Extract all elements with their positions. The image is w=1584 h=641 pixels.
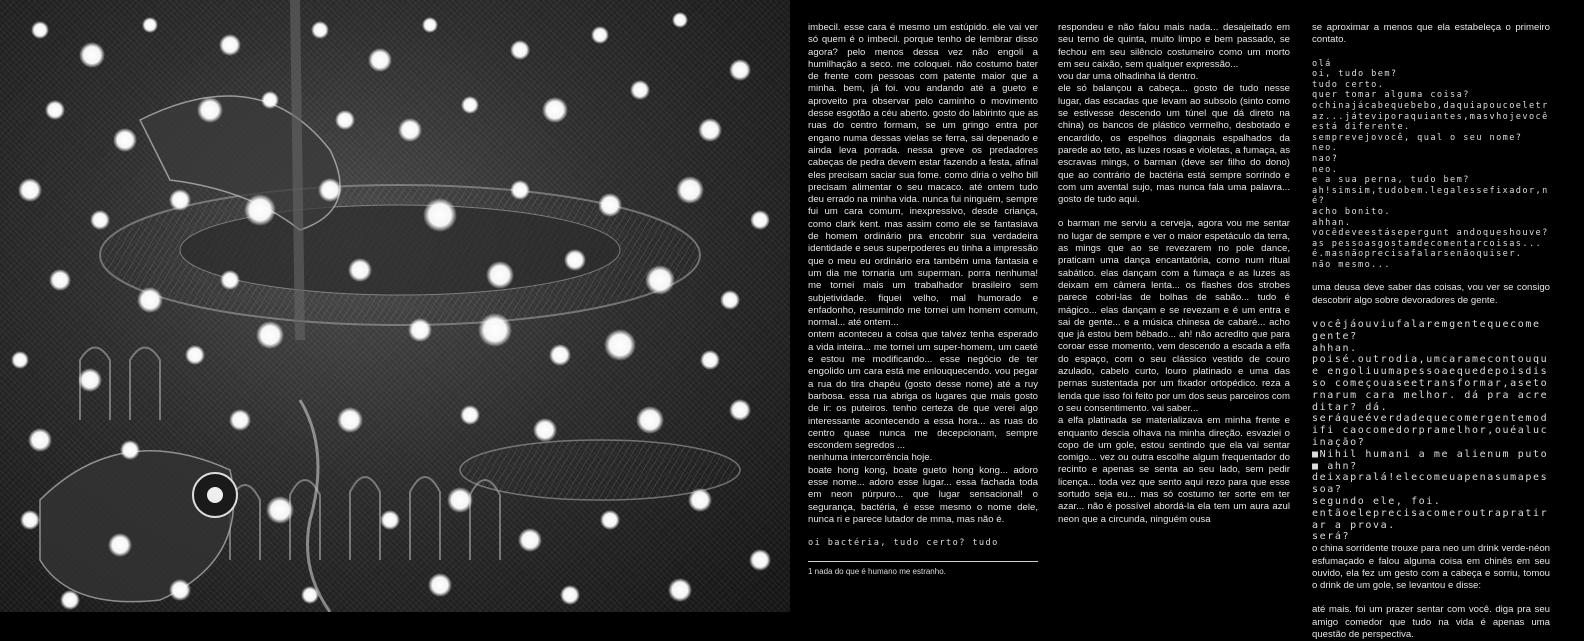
paragraph: nenhuma intercorrência hoje. xyxy=(808,452,933,464)
footnote: 1 nada do que é humano me estranho. xyxy=(808,567,946,576)
dialog-line: semprevejovocê, qual o seu nome? xyxy=(1312,132,1523,143)
dialog-line: ahhan. xyxy=(1312,217,1352,228)
dialog-line: poisé.outrodia,umcaramecontouque engoliuumapessoaequedepoisdisso começouaseetransformar,asetornarum cara melhor. dá pra acreditar? dá. xyxy=(1312,354,1549,413)
dialog-line: entãoeleprecisacomeroutrapratirar a prova. xyxy=(1312,507,1549,531)
text-column-1 xyxy=(808,22,1038,549)
dialog-line: seráqueéverdadequecomergentemodifi caocomedorpramelhor,ouéalucinação? xyxy=(1312,413,1549,449)
dialog-line: olá xyxy=(1312,58,1332,69)
dialog-line: ochinajácabequebebo,daquiapoucoeletraz...játeviporaquiantes,masvhojevocê está diferente. xyxy=(1312,100,1549,133)
footnote-divider xyxy=(808,561,1038,562)
dialog-block-1 xyxy=(1312,59,1550,271)
paragraph: ele só balançou a cabeça... gosto de tudo nesse lugar, das escadas que levam ao subsolo (sinto como se estivesse descendo um túnel que dá direto na china) os bancos de plástico vermelho, desbotado e encardido, os espelhos diagonais espalhados da parede ao teto, as luzes rosas e violetas, a fumaça, as escravas mings, o barman (deve ser filho do dono) que ao contrário de bactéria está sempre sorrindo e com um avental sujo, mas nunca fala uma palavra... gosto de tudo aqui. xyxy=(1058,83,1290,206)
text-page xyxy=(790,0,1584,640)
paragraph: o barman me serviu a cerveja, agora vou me sentar no lugar de sempre e ver o maior espetáculo da terra, as mings que ao se revezarem no pole dance, praticam uma dança encantatória, como num ritual sabático. elas dançam com a fumaça e as luzes as deixam em câmera lenta... os flashes dos strobes parece cobri-las de bolhas de sabão... tudo é mágico... elas dançam e se revezam e é um entra e sai de gente... e a música chinesa de cabaré... acho que já estou bem bêbado... ah! não acredito que para coroar esse momento, vem descendo a escada a elfa do espaço, com o seu clássico vestido de couro azulado, cabelo curto, louro platinado e uma das pernas sustentada por um fixador ortopédico. reza a lenda que isso foi feito por um dos seus parceiros com o seu consentimento. vai saber... xyxy=(1058,218,1290,414)
face-shape xyxy=(40,451,234,602)
dialog-line: oi, tudo bem? xyxy=(1312,69,1398,80)
paragraph: boate hong kong, boate gueto hong kong... adoro esse nome... adoro esse lugar... essa fachada toda em neon púrpuro... que lugar sensacional! o segurança, bactéria, é esse mesmo o nome dele, nunca ri e parece lutador de mma, mas não é. xyxy=(808,464,1038,525)
dialog-line: vocêjáouviufalaremgentequecome gente? xyxy=(1312,319,1541,342)
dialog-line: nao? xyxy=(1312,153,1339,164)
dialog-line: oi bactéria, tudo certo? tudo xyxy=(808,538,999,549)
dialog-line: segundo ele, foi. xyxy=(1312,496,1442,508)
paragraph: a elfa platinada se materializava em minha frente e enquanto descia olhava na minha direção. esvaziei o copo de um gole, estou sentindo que ela vai sentar comigo... vez ou outra escolhe algum frequentador do recinto e apenas se senta ao seu lado, sem pedir licença... toda vez que sento aqui rezo para que esse sortudo seja eu... mas só costumo ter sorte em ter azar... não é possível abordá-la ela tem um aura azul neon que a circunda, ninguém ousa xyxy=(1058,415,1290,525)
dialog-line: acho bonito. xyxy=(1312,206,1391,217)
paragraph: o china sorridente trouxe para neo um drink verde-néon esfumaçado e falou alguma coisa em chinês em seu ouvido, ela fez um gesto com a cabeça e sorriu, tomou o drink de um gole, se levantou e disse: xyxy=(1312,543,1550,592)
paragraph: respondeu e não falou mais nada... desajeitado em seu terno de quinta, muito limpo e bem passado, se fechou em seu silêncio costumeiro como um morto em seu caixão, sem qualquer expressão... xyxy=(1058,22,1290,70)
paragraph: uma deusa deve saber das coisas, vou ver se consigo descobrir algo sobre devoradores de gente. xyxy=(1312,282,1550,306)
dialog-line: não mesmo... xyxy=(1312,259,1391,270)
dialog-line: neo. xyxy=(1312,164,1339,175)
text-column-3 xyxy=(1312,22,1550,641)
paragraph: vou dar uma olhadinha lá dentro. xyxy=(1058,71,1199,83)
dialog-line: será? xyxy=(1312,531,1351,543)
dialog-line: deixapralá!elecomeuapenasumapessoa? xyxy=(1312,472,1549,496)
paragraph: até mais. foi um prazer sentar com você. diga pra seu amigo comedor que tudo na vida é apenas uma questão de perspectiva. xyxy=(1312,604,1550,640)
paragraph: ontem aconteceu a coisa que talvez tenha esperado a vida inteira... me tornei um super-homem, um caeté e estou me modificando... esse negócio de ter engolido um cara está me enlouquecendo. vou pegar a rua do tira chapéu (gosto desse nome) até a ruy barbosa. essa rua abriga os lugares que mais gosto de ir: os puteiros. tenho certeza de que verei algo interessante acontecendo a essa hora... as ruas do centro quase nunca me decepcionam, sempre escondem segredos ... xyxy=(808,329,1038,452)
table-inner-ellipse xyxy=(180,205,620,295)
stippled-engraving-illustration xyxy=(0,0,790,612)
dialog-line: ahhan. xyxy=(1312,342,1358,354)
illustration-panel xyxy=(0,0,790,612)
paragraph: se aproximar a menos que ela estabeleça o primeiro contato. xyxy=(1312,22,1550,46)
dialog-line: vocêdeveestásepergunt andoqueshouve?as pessoasgostamdecomentarcoisas... xyxy=(1312,228,1549,249)
dialog-line: quer tomar alguma coisa? xyxy=(1312,90,1470,101)
dialog-line: e a sua perna, tudo bem? xyxy=(1312,175,1470,186)
eye-pupil xyxy=(207,487,223,503)
hair-strands xyxy=(300,400,330,612)
dialog-block-2 xyxy=(1312,319,1550,543)
dialog-line: neo. xyxy=(1312,143,1339,154)
text-column-2 xyxy=(1058,22,1290,526)
dialog-line: ah!simsim,tudobem.legalessefixador,né? xyxy=(1312,185,1549,207)
paragraph: imbecil. esse cara é mesmo um estúpido. ele vai ver só quem é o imbecil. porque tenho de lembrar disso agora? pelo menos dessa vez não engoli a humilhação a seco. me coloquei. não costumo bater de frente com pessoas com patente maior que a minha. bem, já foi. vou andando até a gueto e aproveito pra observar pelo caminho o movimento desse esgotão a céu aberto. gosto do labirinto que as ruas do centro formam, se um gringo entra por engano numa dessas vielas se ferra, sai depenado e ainda leva porrada. nessa greve os predadores cabeças de pedra devem estar fazendo a festa, afinal eles precisam saciar sua fome. como diria o velho bill precisam alimentar o seu macaco. até ontem tudo deu errado na minha vida. nunca fui ninguém, sempre fui um cara comum, inexpressivo, desde criança, como clark kent. mas assim como ele se fantasiava de homem ordinário pra encobrir sua verdadeira identidade e seus superpoderes eu tinha a impressão que o meu eu ordinário era também uma fantasia e um dia me tornaria um superman. porra nenhuma! me tornei mais um trabalhador brasileiro sem subjetividade. fiquei velho, mal humorado e enfadonho, resumindo me tornei um homem comum, normal... até ontem... xyxy=(808,22,1038,329)
dialog-line: ■Nihil humani a me alienum puto■ ahn? xyxy=(1312,448,1549,472)
dialog-line: tudo certo. xyxy=(1312,79,1385,90)
dialog-line: é.masnãoprecisafalarsenãoquiser. xyxy=(1312,249,1523,260)
